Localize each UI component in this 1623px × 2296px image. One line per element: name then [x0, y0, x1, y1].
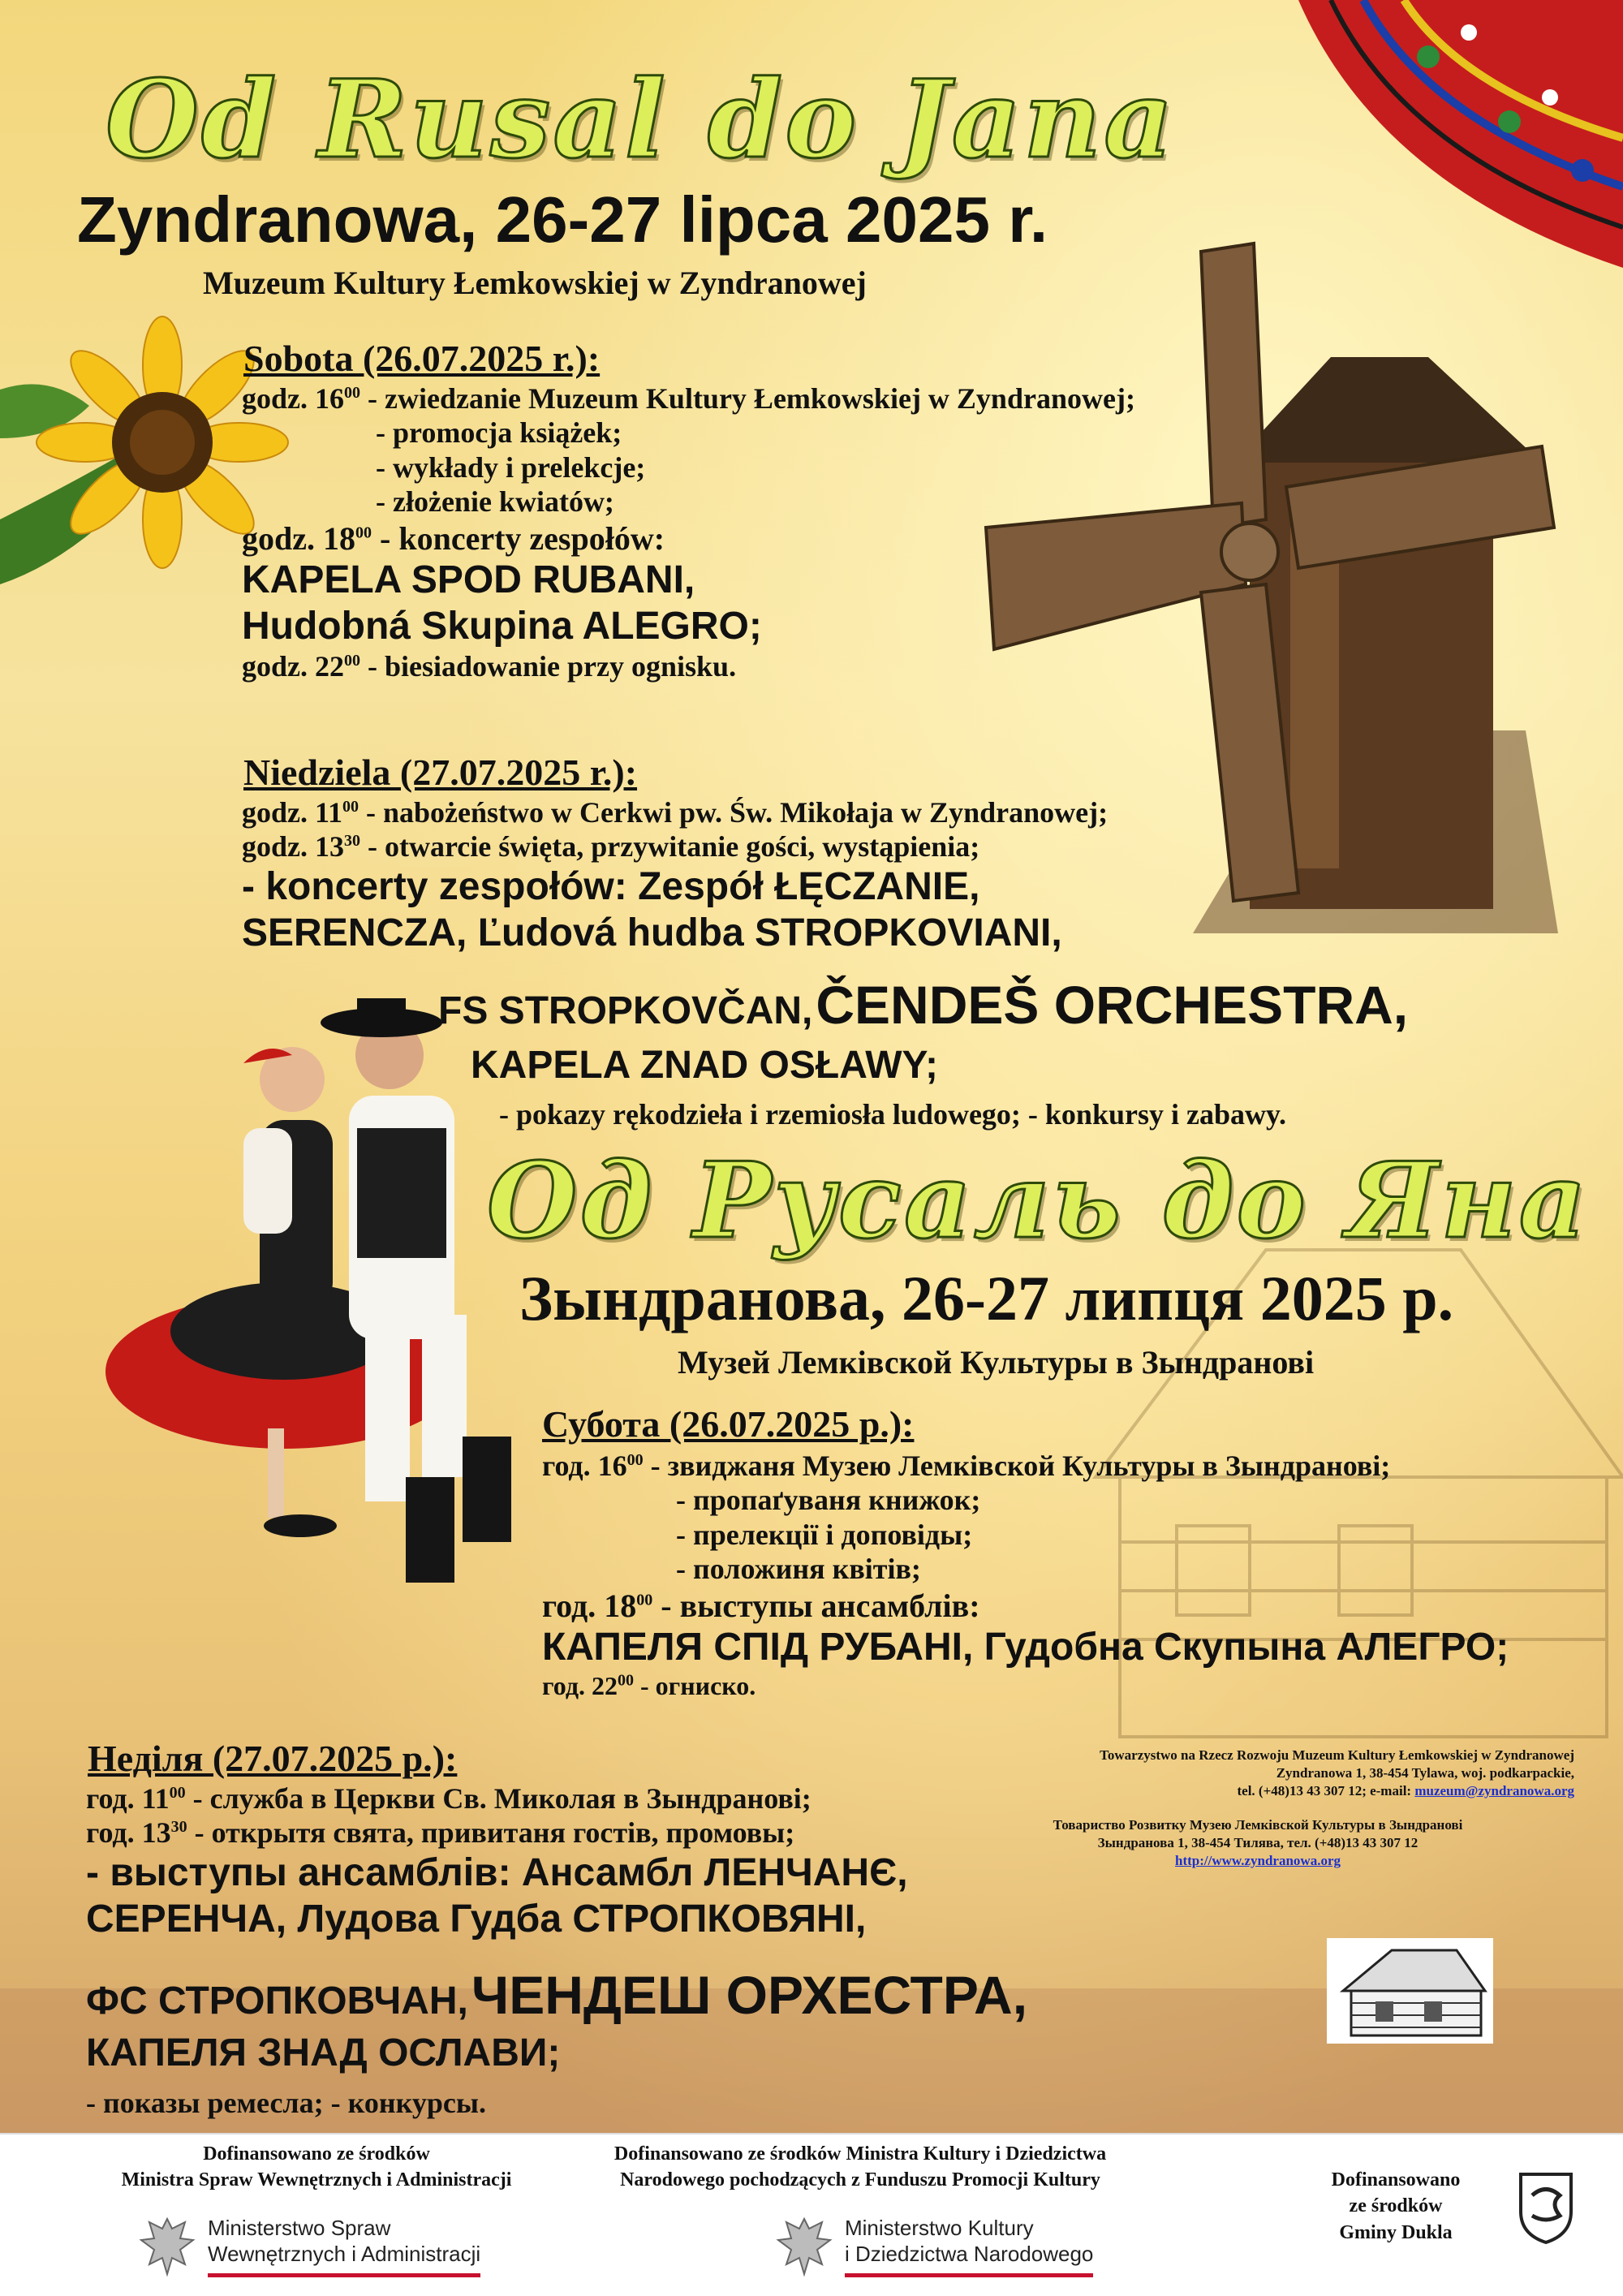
saturday-title-polish: Sobota (26.07.2025 r.):	[243, 338, 601, 379]
program-line: godz. $18^{00}$ - koncerty zespołów:	[242, 519, 665, 557]
program-line: год. $11^{00}$ - служба в Церкви Св. Миколая в Зындранові;	[86, 1782, 812, 1815]
cottage-thumbnail-image	[1327, 1938, 1493, 2044]
program-line: godz. $11^{00}$ - nabożeństwo w Cerkwi pw. Św. Mikołaja w Zyndranowej;	[242, 796, 1109, 829]
sunday-title-lemko: Неділя (27.07.2025 р.):	[88, 1738, 458, 1779]
website-link[interactable]: http://www.zyndranowa.org	[1174, 1853, 1341, 1869]
program-line: - показы ремесла; - конкурсы.	[86, 2087, 486, 2119]
sunday-program-lemko	[86, 1781, 908, 1942]
sponsors-footer	[0, 2133, 1623, 2296]
saturday-program-polish	[242, 381, 1135, 684]
band-list-line: КАПЕЛЯ ЗНАД ОСЛАВИ;	[86, 2031, 561, 2074]
title-polish: Od Rusal do Jana	[105, 57, 1176, 183]
program-line: - положиня квітів;	[676, 1553, 921, 1586]
sponsor-mkidn: Dofinansowano ze środków Ministra Kultury i Dziedzictwa Narodowego pochodzących z Funduszu Promocji Kultury	[613, 2143, 1107, 2191]
sunday-program-polish	[242, 795, 1108, 956]
program-line: год. $18^{00}$ - выступы ансамблів:	[542, 1587, 980, 1624]
museum-name-polish: Muzeum Kultury Łemkowskiej w Zyndranowej	[203, 265, 867, 301]
program-line: год. $13^{30}$ - открытя свята, привитаня гостів, промовы;	[86, 1816, 795, 1850]
program-line: год. $22^{00}$ - огниско.	[542, 1670, 756, 1700]
band-name: KAPELA SPOD RUBANI,	[242, 558, 695, 602]
band-list-line: СЕРЕНЧА, Лудова Гудба СТРОПКОВЯНІ,	[86, 1897, 867, 1941]
saturday-program-lemko	[542, 1449, 1509, 1701]
sunday-title-polish: Niedziela (27.07.2025 r.):	[243, 752, 638, 793]
band-list-line: - выступы ансамблів: Ансамбл ЛЕНЧАНЄ,	[86, 1850, 908, 1894]
band-name: Hudobná Skupina ALEGRO;	[242, 604, 762, 648]
program-line: - wykłady i prelekcje;	[376, 450, 646, 484]
organizer-info-lemko: Товариство Розвитку Музею Лемківской Культуры в Зындранові Зындранова 1, 38-454 Тилява, тел. (+48)13 43 307 12 http://www.zyndranowa.org	[1053, 1817, 1463, 1869]
city-date-lemko: Зындранова, 26-27 липця 2025 р.	[519, 1263, 1454, 1333]
band-list-line: - koncerty zespołów: Zespół ŁĘCZANIE,	[242, 864, 980, 908]
sponsor-mswia: Dofinansowano ze środków Ministra Spraw Wewnętrznych i Administracji	[121, 2143, 512, 2191]
city-date-polish: Zyndranowa, 26-27 lipca 2025 r.	[77, 183, 1048, 256]
band-name: КАПЕЛЯ СПІД РУБАНІ, Гудобна Скупына АЛЕГРО;	[542, 1626, 1509, 1669]
program-line: - пропаґуваня книжок;	[676, 1484, 981, 1517]
eagle-emblem-icon	[138, 2214, 196, 2279]
organizer-info-polish: Towarzystwo na Rzecz Rozwoju Muzeum Kultury Łemkowskiej w Zyndranowej Zyndranowa 1, 38-454 Tylawa, woj. podkarpackie, tel. (+48)13 43 307 12; e-mail: muzeum@zyndranowa.org	[1100, 1747, 1574, 1799]
band-list-line: SERENCZA, Ľudová hudba STROPKOVIANI,	[242, 911, 1062, 954]
dukla-coat-of-arms-icon	[1518, 2171, 1574, 2244]
program-line: godz. $16^{00}$ - zwiedzanie Muzeum Kultury Łemkowskiej w Zyndranowej;	[242, 382, 1135, 415]
museum-name-lemko: Музей Лемківской Культуры в Зындранові	[678, 1344, 1315, 1381]
program-line: - promocja książek;	[376, 416, 622, 450]
title-lemko: Од Русаль до Яна	[487, 1140, 1589, 1262]
band-list-line: ФС СТРОПКОВЧАН, ЧЕНДЕШ ОРХЕСТРА,	[86, 1965, 1028, 2025]
email-link[interactable]: muzeum@zyndranowa.org	[1414, 1783, 1574, 1799]
folk-dancers-image	[105, 998, 511, 1583]
program-line: godz. $13^{30}$ - otwarcie święta, przywitanie gości, wystąpienia;	[242, 830, 980, 864]
eagle-emblem-icon	[775, 2214, 833, 2279]
program-line: год. $16^{00}$ - звиджаня Музею Лемківской Культуры в Зындранові;	[542, 1450, 1391, 1482]
sponsor-gmina-dukla: Dofinansowano ze środków Gminy Dukla	[1331, 2169, 1461, 2243]
mswia-logo: Ministerstwo Spraw Wewnętrznych i Administracji	[138, 2214, 480, 2279]
program-line: godz. $22^{00}$ - biesiadowanie przy ognisku.	[242, 650, 737, 683]
program-line: - złożenie kwiatów;	[376, 485, 614, 519]
band-list-line: KAPELA ZNAD OSŁAWY;	[471, 1044, 938, 1087]
program-line: - прелекції і доповіды;	[676, 1518, 973, 1551]
program-line: - pokazy rękodzieła i rzemiosła ludowego; - konkursy i zabawy.	[499, 1098, 1286, 1131]
band-list-line: FS STROPKOVČAN, ČENDEŠ ORCHESTRA,	[438, 975, 1409, 1035]
mkidn-logo: Ministerstwo Kultury i Dziedzictwa Narodowego	[775, 2214, 1093, 2279]
saturday-title-lemko: Субота (26.07.2025 р.):	[542, 1403, 915, 1445]
embroidered-collar-image	[1298, 0, 1623, 268]
